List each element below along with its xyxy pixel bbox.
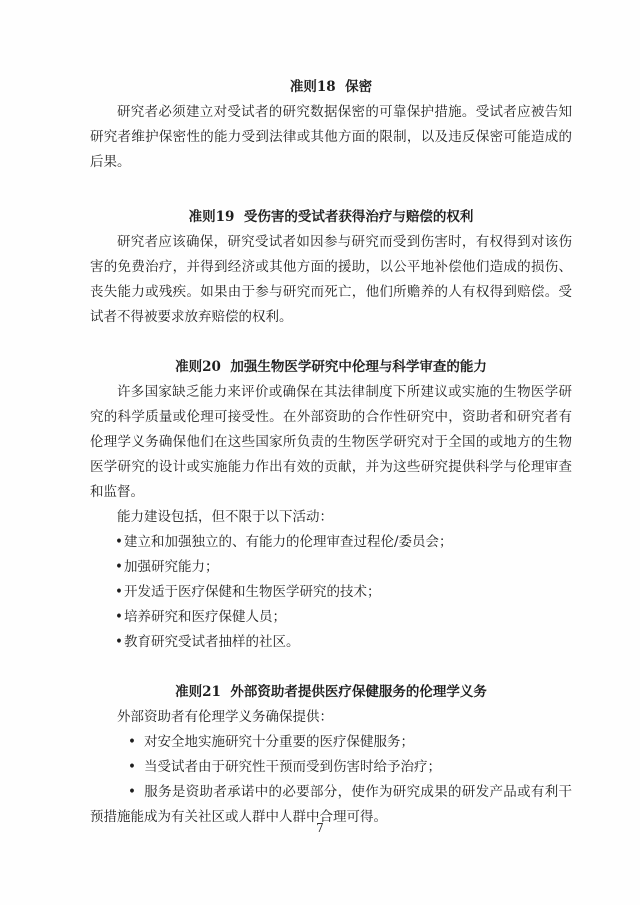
guideline-20-heading: 准则20 加强生物医学研究中伦理与科学审查的能力 xyxy=(175,359,487,375)
list-item-text: 建立和加强独立的、有能力的伦理审查过程伦/委员会； xyxy=(123,534,453,550)
list-item xyxy=(90,580,572,605)
list-item-text: 开发适于医疗保健和生物医学研究的技术； xyxy=(123,584,381,600)
guideline-19-heading: 准则19 受伤害的受试者获得治疗与赔偿的权利 xyxy=(188,209,474,225)
page-number: 7 xyxy=(316,821,324,835)
list-item-text: 加强研究能力； xyxy=(123,559,219,575)
bullet-icon: • xyxy=(115,609,123,625)
guideline-21-heading: 准则21 外部资助者提供医疗保健服务的伦理学义务 xyxy=(175,684,487,700)
page-content xyxy=(90,75,572,830)
list-item xyxy=(90,755,572,780)
guideline-20-paragraph: 许多国家缺乏能力来评价或确保在其法律制度下所建议或实施的生物医学研究的科学质量或伦理可接受性。在外部资助的合作性研究中，资助者和研究者有伦理学义务确保他们在这些国家所负责的生物医学研究对于全国的或地方的生物医学研究的设计或实施能力作出有效的贡献，并为这些研究提供科学与伦理审查和监督。 xyxy=(90,384,572,500)
bullet-icon: • xyxy=(128,734,136,750)
list-item xyxy=(90,630,572,655)
list-item xyxy=(90,730,572,755)
list-item-text: 服务是资助者承诺中的必要部分，使作为研究成果的研发产品或有利干预措施能成为有关社区或人群中人群中合理可得。 xyxy=(90,784,572,825)
list-item xyxy=(90,555,572,580)
guideline-21-list-intro: 外部资助者有伦理学义务确保提供： xyxy=(117,709,333,725)
bullet-icon: • xyxy=(115,559,123,575)
bullet-icon: • xyxy=(128,759,136,775)
guideline-20-list-intro: 能力建设包括，但不限于以下活动： xyxy=(117,509,333,525)
bullet-icon: • xyxy=(128,784,136,800)
list-item xyxy=(90,530,572,555)
section-guideline-20 xyxy=(90,355,572,655)
section-guideline-21 xyxy=(90,680,572,830)
list-item-text: 教育研究受试者抽样的社区。 xyxy=(123,634,300,650)
bullet-icon: • xyxy=(115,584,123,600)
list-item-text: 培养研究和医疗保健人员； xyxy=(123,609,286,625)
bullet-icon: • xyxy=(115,534,123,550)
guideline-18-heading: 准则18 保密 xyxy=(289,79,373,95)
list-item-text: 当受试者由于研究性干预而受到伤害时给予治疗； xyxy=(143,759,441,775)
section-guideline-18 xyxy=(90,75,572,175)
list-item xyxy=(90,605,572,630)
list-item-text: 对安全地实施研究十分重要的医疗保健服务； xyxy=(143,734,414,750)
bullet-icon: • xyxy=(115,634,123,650)
guideline-18-paragraph: 研究者必须建立对受试者的研究数据保密的可靠保护措施。受试者应被告知研究者维护保密性的能力受到法律或其他方面的限制，以及违反保密可能造成的后果。 xyxy=(90,104,572,170)
guideline-19-paragraph: 研究者应该确保，研究受试者如因参与研究而受到伤害时，有权得到对该伤害的免费治疗，并得到经济或其他方面的援助，以公平地补偿他们造成的损伤、丧失能力或残疾。如果由于参与研究而死亡，他们所赡养的人有权得到赔偿。受试者不得被要求放弃赔偿的权利。 xyxy=(90,234,572,325)
section-guideline-19 xyxy=(90,205,572,330)
